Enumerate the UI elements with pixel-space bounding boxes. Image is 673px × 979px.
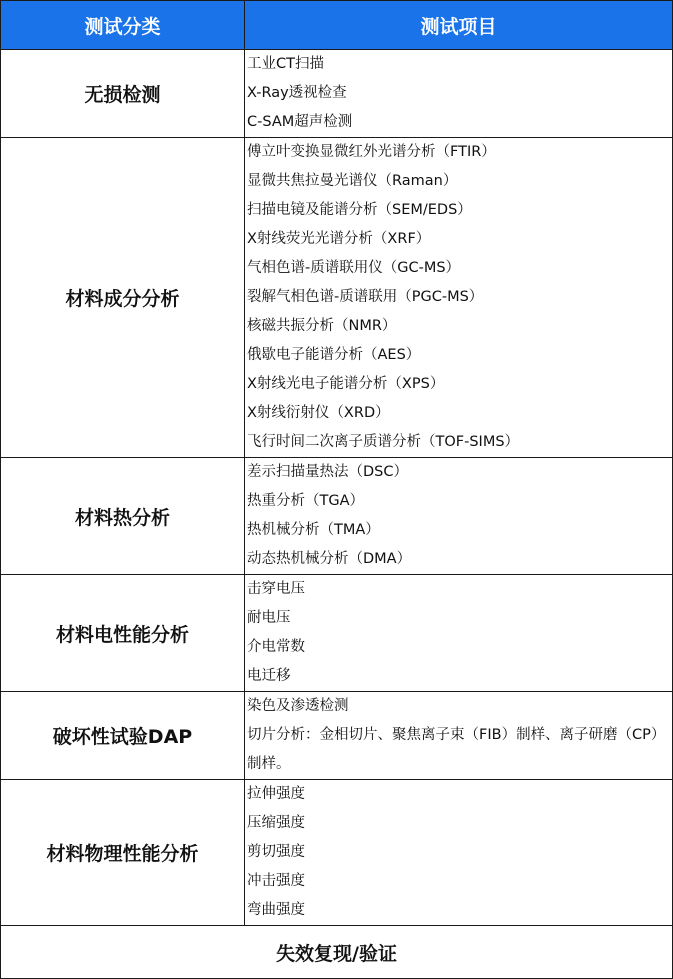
test-item: 裂解气相色谱-质谱联用（PGC-MS） — [247, 289, 484, 305]
test-item: 核磁共振分析（NMR） — [247, 318, 397, 334]
footer-row — [1, 926, 673, 979]
test-item: 显微共焦拉曼光谱仪（Raman） — [247, 173, 458, 189]
category-cell: 破坏性试验DAP — [1, 692, 245, 780]
header-category: 测试分类 — [1, 1, 245, 50]
test-item: 气相色谱-质谱联用仪（GC-MS） — [247, 260, 461, 276]
items-cell — [245, 692, 673, 780]
test-item: X射线衍射仪（XRD） — [247, 405, 390, 421]
items-cell — [245, 780, 673, 926]
test-item: 弯曲强度 — [247, 902, 305, 918]
items-cell — [245, 575, 673, 692]
category-cell: 材料电性能分析 — [1, 575, 245, 692]
test-item: 拉伸强度 — [247, 786, 305, 802]
category-cell: 材料物理性能分析 — [1, 780, 245, 926]
table-row — [1, 458, 673, 575]
table-row — [1, 138, 673, 458]
test-item: 热重分析（TGA） — [247, 493, 365, 509]
items-cell — [245, 138, 673, 458]
test-item: 剪切强度 — [247, 844, 305, 860]
test-item: 电迁移 — [247, 668, 291, 684]
test-item: 击穿电压 — [247, 581, 305, 597]
test-item: 傅立叶变换显微红外光谱分析（FTIR） — [247, 144, 496, 160]
footer-cell: 失效复现/验证 — [1, 926, 673, 979]
table-row — [1, 780, 673, 926]
test-item: 扫描电镜及能谱分析（SEM/EDS） — [247, 202, 472, 218]
table-row — [1, 692, 673, 780]
items-cell — [245, 458, 673, 575]
category-cell: 无损检测 — [1, 50, 245, 138]
category-cell: 材料热分析 — [1, 458, 245, 575]
test-item: 飞行时间二次离子质谱分析（TOF-SIMS） — [247, 434, 520, 450]
table-row — [1, 575, 673, 692]
test-item: 介电常数 — [247, 639, 305, 655]
category-cell: 材料成分分析 — [1, 138, 245, 458]
test-item: 染色及渗透检测 — [247, 698, 349, 714]
test-item: 差示扫描量热法（DSC） — [247, 464, 408, 480]
test-item: 压缩强度 — [247, 815, 305, 831]
header-items: 测试项目 — [245, 1, 673, 50]
test-item: 俄歇电子能谱分析（AES） — [247, 347, 421, 363]
test-item: 动态热机械分析（DMA） — [247, 551, 412, 567]
test-item: 工业CT扫描 — [247, 56, 324, 72]
test-item: X-Ray透视检查 — [247, 85, 347, 101]
test-item: 热机械分析（TMA） — [247, 522, 380, 538]
header-row — [1, 1, 673, 50]
test-item: X射线荧光光谱分析（XRF） — [247, 231, 431, 247]
items-cell — [245, 50, 673, 138]
test-item: C-SAM超声检测 — [247, 114, 353, 130]
test-item: X射线光电子能谱分析（XPS） — [247, 376, 445, 392]
table-row — [1, 50, 673, 138]
test-item: 切片分析：金相切片、聚焦离子束（FIB）制样、离子研磨（CP）制样。 — [247, 727, 666, 772]
test-item: 冲击强度 — [247, 873, 305, 889]
test-item: 耐电压 — [247, 610, 291, 626]
